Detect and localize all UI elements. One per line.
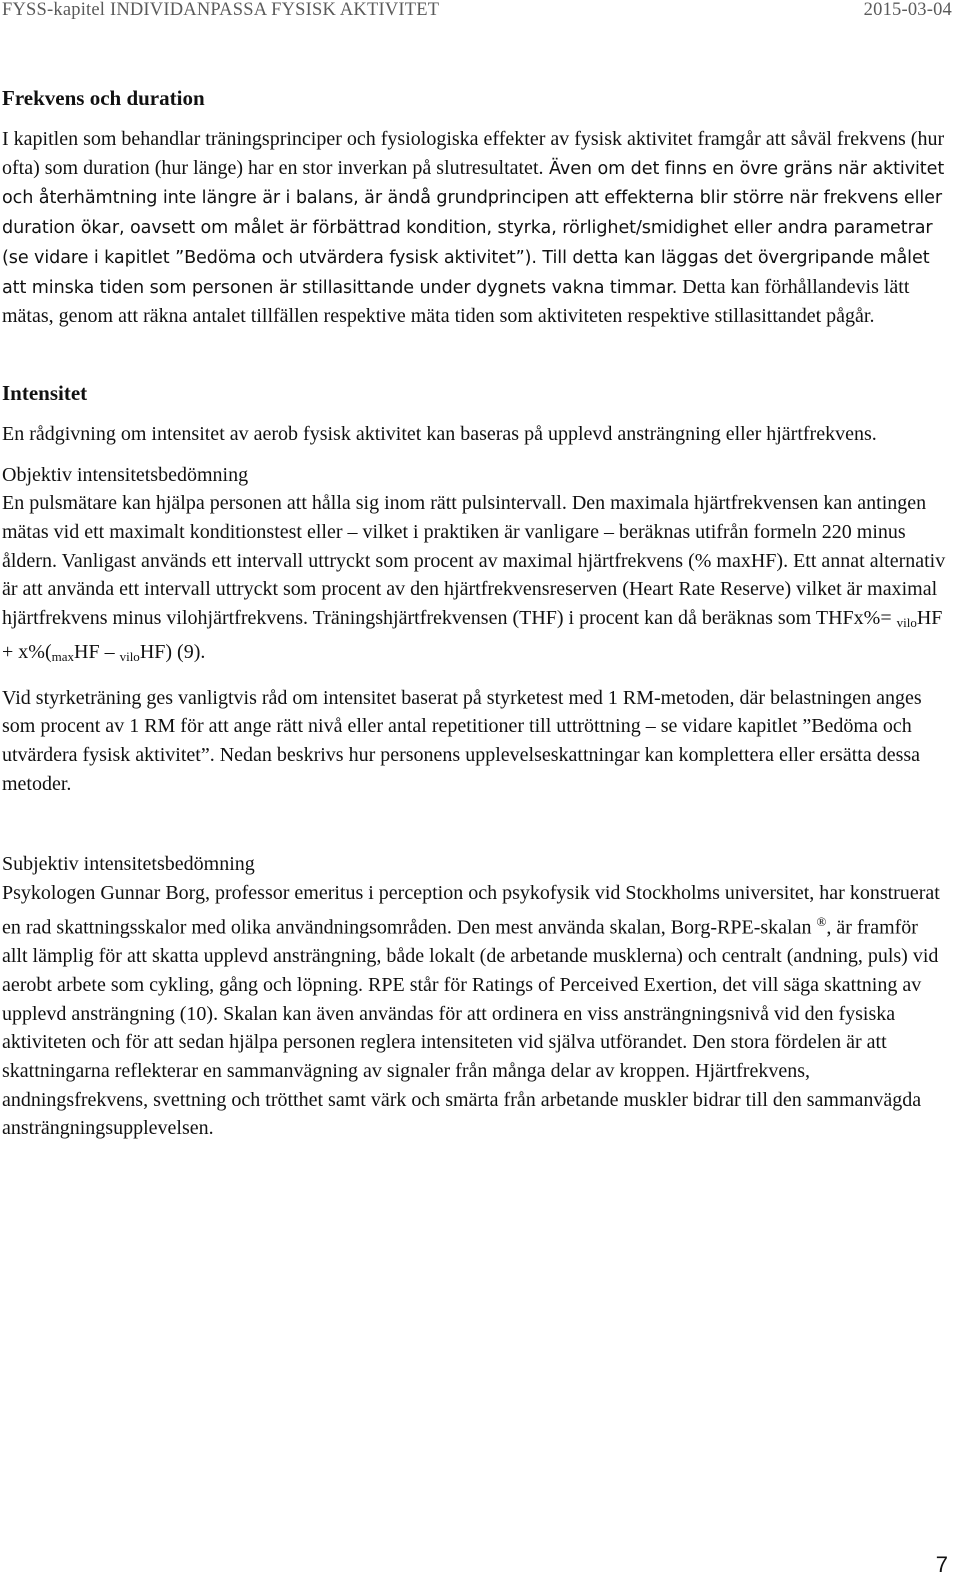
formula-hf-3: HF) (9).	[139, 640, 206, 663]
formula-hf-1: HF + x%(	[2, 607, 943, 663]
formula-max: max	[51, 648, 74, 664]
paragraph-subjektiv	[2, 879, 947, 1143]
heading-intensitet: Intensitet	[2, 380, 88, 405]
subjektiv-text-a: Psykologen Gunnar Borg, professor emeritus i perception och psykofysik vid Stockholms universitet, har konstruerat en rad skattningsskalor med olika användningsområden. Den mest använda skalan, Borg-RPE-skalan	[2, 882, 940, 939]
page-header	[0, 0, 960, 30]
frekvens-text-d: Detta kan förhållandevis lätt mätas, genom att räkna antalet tillfällen respektive mäta tiden som aktiviteten respektive stillasittandet pågår.	[2, 275, 910, 328]
frekvens-text-c: ). Till detta kan läggas det övergripande målet att minska tiden som personen är stillasittande under dygnets vakna timmar.	[2, 247, 930, 298]
paragraph-frekvens	[2, 125, 947, 331]
paragraph-intensitet-intro: En rådgivning om intensitet av aerob fysisk aktivitet kan baseras på upplevd ansträngning eller hjärtfrekvens.	[2, 422, 877, 445]
subjektiv-text-b: , är framför allt lämplig för att skatta upplevd ansträngning, både lokalt (de arbetande musklerna) och centralt (andning, puls) vid aerobt arbete som cykling, gång och löpning. RPE står för Ratings of Perceived Exertion, det vill säga skattning av upplevd ansträngning (10). Skalan kan även användas för att ordinera en viss ansträngningsnivå vid den fysiska aktiviteten och för att sedan hjälpa personen reglera intensiteten vid själva utförandet. Den stora fördelen är att skattningarna reflekterar en sammanvägning av signaler från många delar av kroppen. Hjärtfrekvens, andningsfrekvens, svettning och trötthet samt värk och smärta från arbetande muskler bidrar till den sammanvägda ansträngningsupplevelsen.	[2, 916, 939, 1140]
paragraph-styrketraning: Vid styrketräning ges vanligtvis råd om intensitet baserat på styrketest med 1 RM-metoden, där belastningen anges som procent av 1 RM för att ange rätt nivå eller antal repetitioner till uttröttning – se vidare kapitlet ”Bedöma och utvärdera fysisk aktivitet”. Nedan beskrivs hur personens upplevelseskattningar kan komplettera eller ersätta dessa metoder.	[2, 686, 922, 795]
frekvens-text-b: Även om det finns en övre gräns när aktivitet och återhämtning inte längre är i balans, är ändå grundprincipen att effekterna blir större när frekvens eller duration ökar, oavsett om målet är förbättrad kondition, styrka, rörlighet/smidighet eller andra parametrar (se vidare i kapitlet	[2, 158, 945, 268]
formula-vilo-1: vilo	[896, 615, 917, 631]
page-number: 7	[935, 1552, 948, 1577]
heading-subjektiv: Subjektiv intensitetsbedömning	[2, 853, 255, 876]
objektiv-text: En pulsmätare kan hjälpa personen att hålla sig inom rätt pulsintervall. Den maximala hjärtfrekvensen kan antingen mätas vid ett maximalt konditionstest eller – vilket i praktiken är vanligare – beräknas utifrån formeln 220 minus åldern. Vanligast används ett intervall uttryckt som procent av maximal hjärtfrekvens (% maxHF). Ett annat alternativ är att använda ett intervall uttryckt som procent av den hjärtfrekvensreserven (Heart Rate Reserve) vilket är maximal hjärtfrekvens minus vilohjärtfrekvens. Träningshjärtfrekvensen (THF) i procent kan då beräknas som THFx%=	[2, 492, 946, 630]
paragraph-objektiv	[2, 489, 947, 671]
frekvens-text-a: I kapitlen som behandlar träningsprinciper och fysiologiska effekter av fysisk aktivitet framgår att såväl frekvens (hur ofta) som duration (hur länge) har en stor inverkan på slutresultatet.	[2, 128, 945, 179]
frekvens-chapter-ref: ”Bedöma och utvärdera fysisk aktivitet”	[175, 247, 525, 268]
formula-vilo-2: vilo	[119, 648, 140, 664]
header-date: 2015-03-04	[863, 0, 952, 20]
header-title: FYSS-kapitel INDIVIDANPASSA FYSISK AKTIVITET	[2, 0, 440, 20]
registered-mark: ®	[816, 913, 827, 929]
formula-hf-2: HF –	[74, 640, 120, 663]
document-body	[2, 86, 947, 1143]
heading-objektiv: Objektiv intensitetsbedömning	[2, 463, 249, 486]
heading-frekvens: Frekvens och duration	[2, 86, 205, 110]
